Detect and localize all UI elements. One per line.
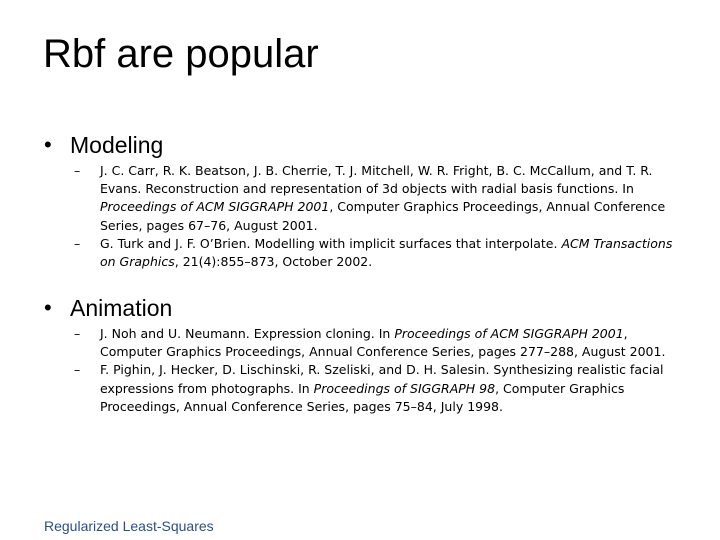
- dash-icon: –: [74, 326, 81, 341]
- section-animation: [44, 293, 684, 416]
- reference-venue: Proceedings of ACM SIGGRAPH 2001: [100, 199, 330, 215]
- reference-details: , 21(4):855–873, October 2002.: [174, 254, 373, 270]
- reference-details: , Computer Graphics Proceedings, Annual Conference Series, pages 75–84, July 1998.: [100, 380, 625, 414]
- reference-venue: Proceedings of ACM SIGGRAPH 2001: [394, 326, 624, 341]
- reference-item: [44, 235, 675, 271]
- reference-text: J. C. Carr, R. K. Beatson, J. B. Cherrie, T. J. Mitchell, W. R. Fright, B. C. McCallum, and T. R. Evans. Reconstruction and representation of 3d objects with radial basis functions. In: [100, 163, 653, 197]
- section-heading: Animation: [70, 295, 173, 321]
- reference-item: [44, 325, 675, 361]
- reference-item: [44, 162, 675, 235]
- reference-venue: ACM Transactions on Graphics: [100, 235, 673, 270]
- reference-text: J. Noh and U. Neumann. Expression cloning. In: [100, 326, 395, 341]
- slide-title: Rbf are popular: [43, 32, 319, 76]
- reference-text: F. Pighin, J. Hecker, D. Lischinski, R. Szeliski, and D. H. Salesin. Synthesizing realistic facial expressions from photographs. In: [100, 362, 664, 396]
- dash-icon: –: [74, 362, 81, 378]
- bullet-icon: •: [44, 132, 52, 157]
- bullet-row: [44, 293, 684, 325]
- reference-details: , Computer Graphics Proceedings, Annual Conference Series, pages 67–76, August 2001.: [100, 199, 666, 233]
- bullet-icon: •: [44, 295, 52, 320]
- reference-list: [44, 162, 684, 271]
- reference-venue: Proceedings of SIGGRAPH 98: [313, 380, 496, 396]
- dash-icon: –: [74, 235, 81, 251]
- dash-icon: –: [74, 163, 81, 178]
- bullet-row: [44, 130, 684, 162]
- reference-details: , Computer Graphics Proceedings, Annual Conference Series, pages 277–288, August 2001.: [100, 326, 666, 360]
- section-heading: Modeling: [70, 132, 164, 158]
- reference-text: G. Turk and J. F. O’Brien. Modelling with implicit surfaces that interpolate.: [100, 235, 562, 251]
- reference-list: [44, 325, 684, 416]
- slide-footer: Regularized Least-Squares: [44, 518, 214, 534]
- reference-item: [44, 361, 675, 416]
- section-modeling: [44, 130, 684, 271]
